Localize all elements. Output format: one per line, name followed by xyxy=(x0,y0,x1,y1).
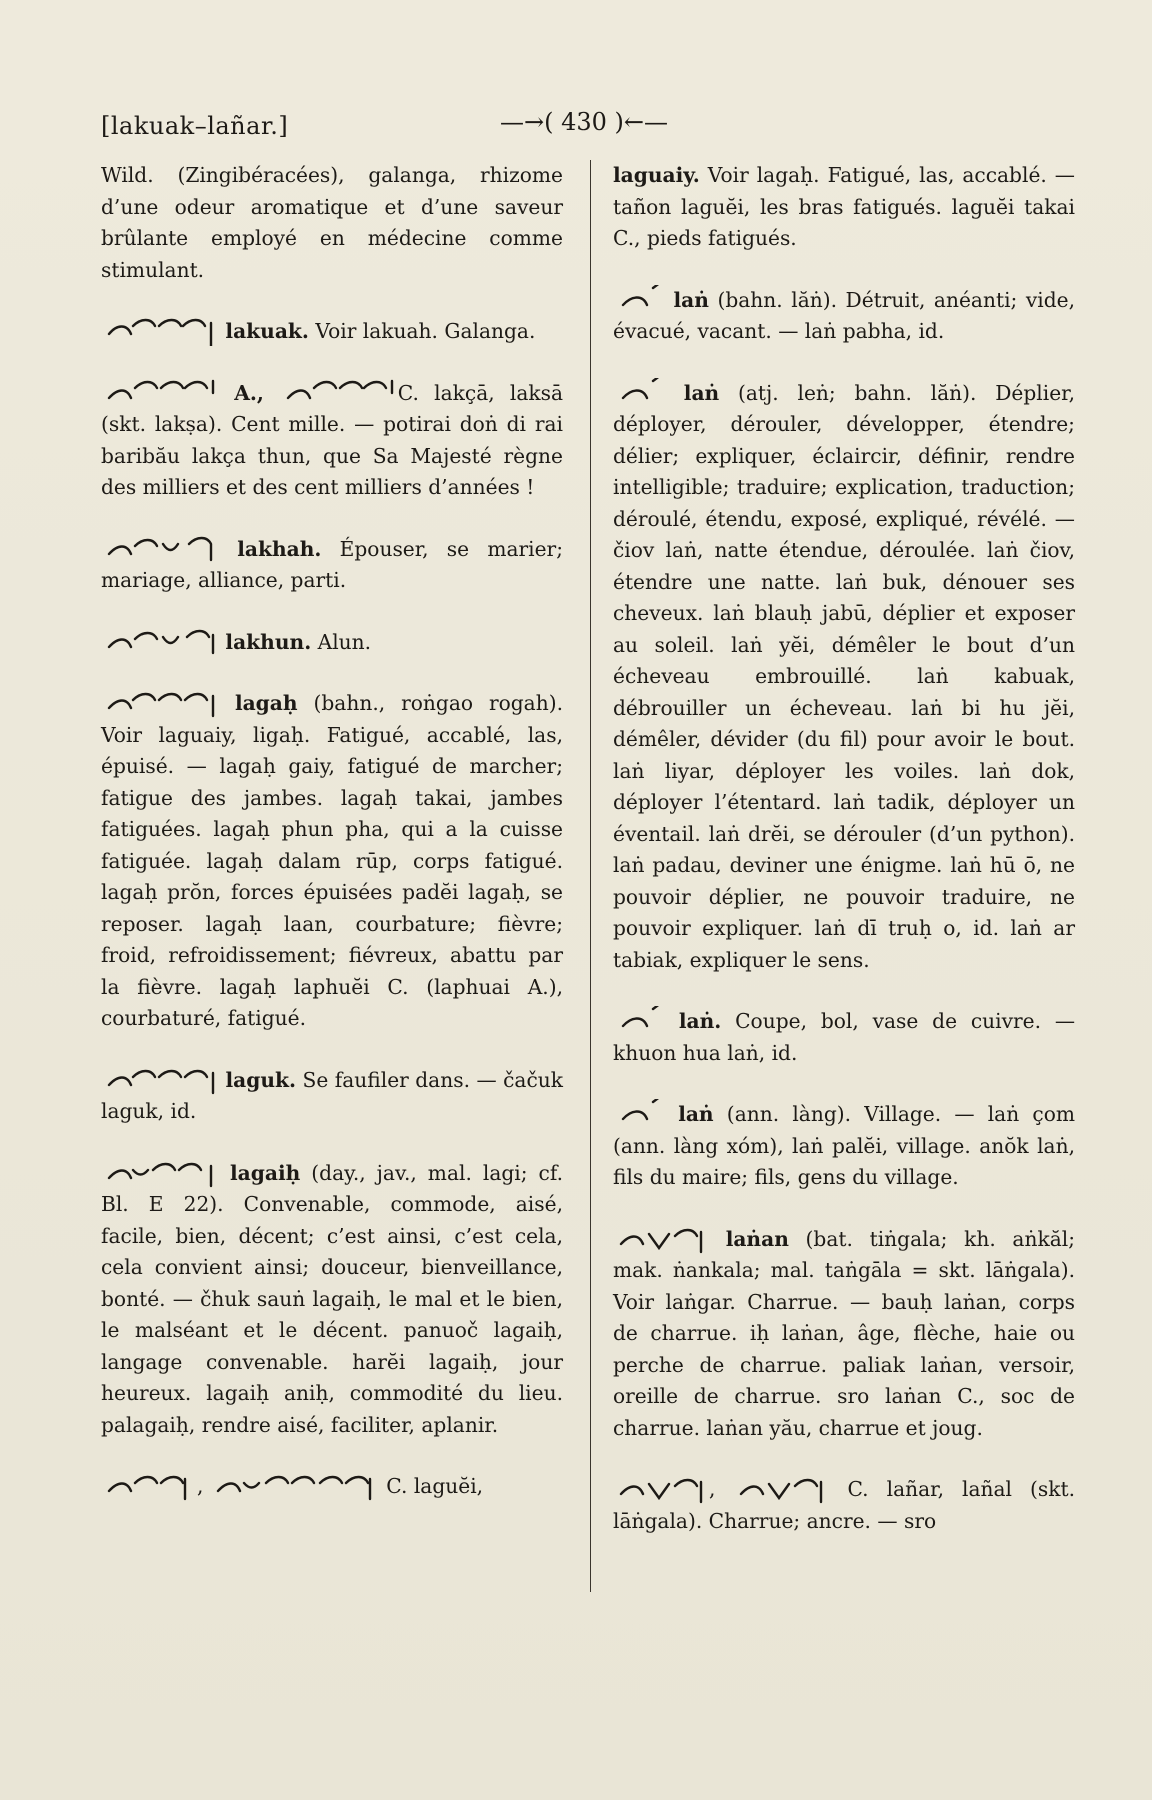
cham-script-icon xyxy=(613,1099,665,1129)
definition: Voir lagaḥ. Fatigué, las, accablé. — tañon laguĕi, les bras fatigués. laguĕi takai C., pieds fatigués. xyxy=(613,163,1075,250)
cham-script-icon xyxy=(101,627,219,657)
entry xyxy=(613,378,1075,977)
header-range: [lakuak–lañar.] xyxy=(101,112,289,140)
headword: laṅan xyxy=(725,1226,789,1251)
cham-script-icon xyxy=(101,1065,219,1095)
definition: Voir lakuah. Galanga. xyxy=(308,319,536,343)
definition: (day., jav., mal. lagi; cf. Bl. E 22). Convenable, commode, aisé, facile, bien, décent; c’est ainsi, c’est cela, cela convient ainsi; douceur, bienveillance, bonté. — čhuk sauṅ lagaiḥ, le mal et le bien, le malséant et le décent. panuoč lagaiḥ, langage convenable. harĕi lagaiḥ, jour heureux. lagaiḥ aniḥ, commodité du lieu. palagaiḥ, rendre aisé, faciliter, aplanir. xyxy=(101,1160,563,1437)
cham-script-icon xyxy=(280,378,398,408)
entry xyxy=(613,160,1075,255)
entry: , C. lañar, lañal (skt. lāṅgala). Charrue; ancre. — sro xyxy=(613,1474,1075,1537)
headword: lagaḥ xyxy=(234,691,298,715)
headword: laguaiy. xyxy=(613,163,700,187)
cham-script-icon xyxy=(613,285,665,315)
definition: (bat. tiṅgala; kh. aṅkăl; mak. ṅankala; mal. taṅgāla = skt. lāṅgala). Voir laṅgar. Charrue. — bauḥ laṅan, corps de charrue. iḥ laṅan, âge, flèche, haie ou perche de charrue. paliak laṅan, versoir, oreille de charrue. sro laṅan C., soc de charrue. laṅan yău, charrue et joug. xyxy=(613,1226,1075,1440)
cham-script-icon xyxy=(733,1474,829,1504)
right-column xyxy=(613,160,1075,1567)
headword: laṅ xyxy=(683,380,720,405)
cham-script-icon xyxy=(101,534,219,564)
entry: Wild. (Zingibéracées), galanga, rhizome d’une odeur aromatique et d’une saveur brûlante employé en médecine comme stimulant. xyxy=(101,163,563,282)
definition: (atj. leṅ; bahn. lăṅ). Déplier, déployer, dérouler, développer, étendre; délier; expliquer, éclaircir, définir, rendre intelligible; traduire; explication, traduction; déroulé, étendu, exposé, expliqué, révélé. — čiov laṅ, natte étendue, déroulée. laṅ čiov, étendre une natte. laṅ buk, dénouer ses cheveux. laṅ blauḥ jabū, déplier et exposer au soleil. laṅ yĕi, démêler le bout d’un écheveau embrouillé. laṅ kabuak, débrouiller un écheveau. laṅ bi hu jĕi, démêler, dévider (du fil) pour avoir le bout. laṅ liyar, déployer les voiles. laṅ dok, déployer l’étentard. laṅ tadik, déployer un éventail. laṅ drĕi, se dérouler (d’un python). laṅ padau, deviner une énigme. laṅ hū ō, ne pouvoir déplier, ne pouvoir traduire, ne pouvoir expliquer. laṅ dī truḥ o, id. laṅ ar tabiak, expliquer le sens. xyxy=(613,380,1076,972)
definition: (bahn., roṅgao rogah). Voir laguaiy, ligaḥ. Fatigué, accablé, las, épuisé. — lagaḥ gaiy, fatigué de marcher; fatigue des jambes. lagaḥ takai, jambes fatiguées. lagaḥ phun pha, qui a la cuisse fatiguée. lagaḥ dalam rūp, corps fatigué. lagaḥ prŏn, forces épuisées padĕi lagaḥ, se reposer. lagaḥ laan, courbature; fièvre; froid, refroidissement; fiévreux, abattu par la fièvre. lagaḥ laphuĕi C. (laphuai A.), courbaturé, fatigué. xyxy=(101,691,563,1030)
entry xyxy=(101,688,563,1035)
entry: , C. laguĕi, xyxy=(101,1471,563,1503)
definition: Se faufiler dans. — čačuk laguk, id. xyxy=(101,1067,564,1123)
cham-script-icon xyxy=(613,1474,709,1504)
headword: laguk. xyxy=(225,1067,297,1092)
headword: laṅ xyxy=(678,1102,714,1126)
headword: laṅ xyxy=(673,287,709,312)
entry xyxy=(613,1224,1075,1445)
cham-script-icon xyxy=(101,316,219,346)
definition: Coupe, bol, vase de cuivre. — khuon hua laṅ, id. xyxy=(613,1009,1076,1065)
definition: C. lakçā, laksā (skt. lakṣa). Cent mille. — potirai doṅ di rai baribău lakça thun, que Sa Majesté règne des milliers et des cent milliers d’années ! xyxy=(101,380,563,499)
entry xyxy=(101,627,563,659)
headword: laṅ. xyxy=(678,1009,722,1033)
entry xyxy=(101,534,563,597)
cham-script-icon xyxy=(101,378,219,408)
entry xyxy=(101,378,563,504)
left-column xyxy=(101,160,563,1533)
entry xyxy=(101,1158,563,1442)
definition: C. laguĕi, xyxy=(386,1474,484,1498)
column-divider xyxy=(590,160,591,1592)
cham-script-icon xyxy=(101,1158,219,1188)
headword: lakuak. xyxy=(225,319,309,343)
cham-script-icon xyxy=(613,378,665,408)
cham-script-icon xyxy=(613,1224,709,1254)
headword: lakhah. xyxy=(237,536,322,561)
entry xyxy=(101,316,563,348)
definition: (ann. làng). Village. — laṅ çom (ann. làng xóm), laṅ palĕi, village. anŏk laṅ, fils du maire; fils, gens du village. xyxy=(613,1102,1075,1189)
definition: (bahn. lăṅ). Détruit, anéanti; vide, évacué, vacant. — laṅ pabha, id. xyxy=(613,287,1075,343)
entry xyxy=(613,285,1075,348)
entry xyxy=(613,1006,1075,1069)
definition: Épouser, se marier; mariage, alliance, parti. xyxy=(101,536,563,592)
definition: C. lañar, lañal (skt. lāṅgala). Charrue; ancre. — sro xyxy=(613,1477,1075,1533)
entry xyxy=(613,1099,1075,1194)
headword: lakhun. xyxy=(225,629,312,654)
cham-script-icon xyxy=(613,1006,665,1036)
cham-script-icon xyxy=(210,1471,380,1501)
cham-script-icon xyxy=(101,1471,197,1501)
cham-script-icon xyxy=(101,688,219,718)
page-number: —→( 430 )←— xyxy=(500,108,669,136)
headword: lagaiḥ xyxy=(230,1160,301,1185)
entry xyxy=(101,1065,563,1128)
headword: A., xyxy=(234,380,280,405)
definition: Alun. xyxy=(311,629,372,654)
